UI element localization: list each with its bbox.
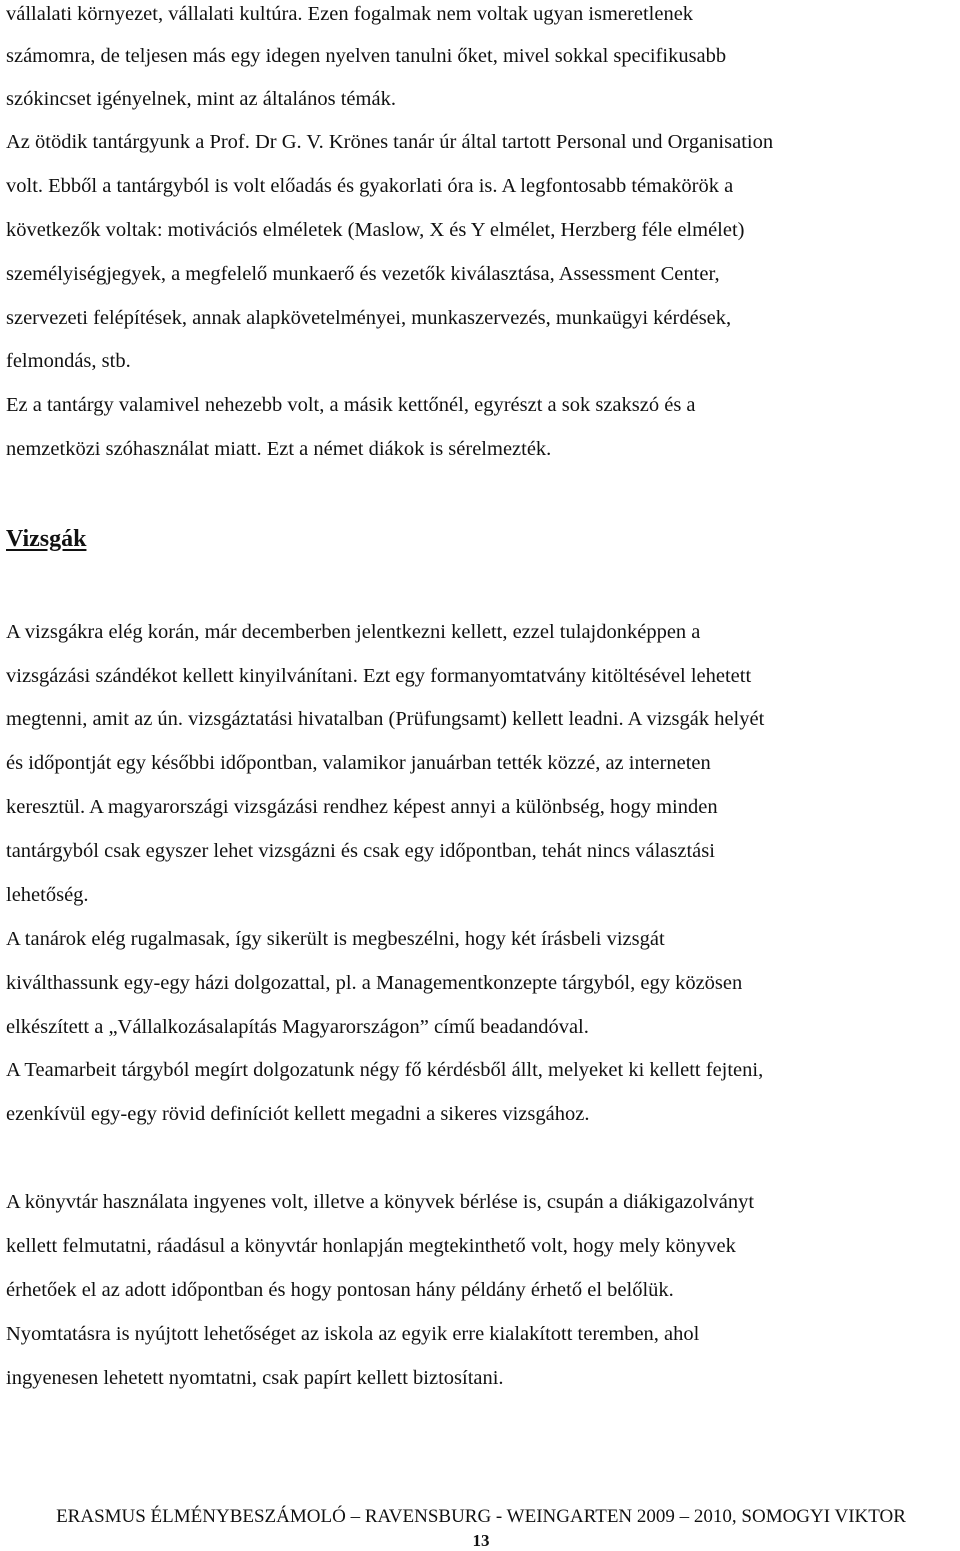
text-line: kellett felmutatni, ráadásul a könyvtár honlapján megtekinthető volt, hogy mely könyvek — [6, 1235, 736, 1257]
text-line: A Teamarbeit tárgyból megírt dolgozatunk négy fő kérdésből állt, melyeket ki kellett fejteni, — [6, 1059, 764, 1081]
text-line: személyiségjegyek, a megfelelő munkaerő és vezetők kiválasztása, Assessment Center, — [6, 263, 720, 285]
text-line: A könyvtár használata ingyenes volt, illetve a könyvek bérlése is, csupán a diákigazolványt — [6, 1191, 755, 1213]
text-line: megtenni, amit az ún. vizsgáztatási hivatalban (Prüfungsamt) kellett leadni. A vizsgák helyét — [6, 708, 765, 730]
page-footer: ERASMUS ÉLMÉNYBESZÁMOLÓ – RAVENSBURG - WEINGARTEN 2009 – 2010, SOMOGYI VIKTOR — [56, 1506, 906, 1527]
text-line: elkészített a „Vállalkozásalapítás Magyarországon” című beadandóval. — [6, 1016, 589, 1038]
text-line: Ez a tantárgy valamivel nehezebb volt, a másik kettőnél, egyrészt a sok szakszó és a — [6, 394, 696, 416]
text-line: számomra, de teljesen más egy idegen nyelven tanulni őket, mivel sokkal specifikusabb — [6, 45, 727, 67]
text-line: felmondás, stb. — [6, 350, 131, 372]
text-line: tantárgyból csak egyszer lehet vizsgázni és csak egy időpontban, tehát nincs választási — [6, 840, 715, 862]
text-line: kiválthassunk egy-egy házi dolgozattal, pl. a Managementkonzepte tárgyból, egy közösen — [6, 972, 743, 994]
text-line: lehetőség. — [6, 884, 89, 906]
text-line: Nyomtatásra is nyújtott lehetőséget az iskola az egyik erre kialakított teremben, ahol — [6, 1323, 700, 1345]
text-line: A tanárok elég rugalmasak, így sikerült is megbeszélni, hogy két írásbeli vizsgát — [6, 928, 665, 950]
text-line: A vizsgákra elég korán, már decemberben jelentkezni kellett, ezzel tulajdonképpen a — [6, 621, 701, 643]
text-line: ezenkívül egy-egy rövid definíciót kellett megadni a sikeres vizsgához. — [6, 1103, 590, 1125]
text-line: és időpontját egy későbbi időpontban, valamikor januárban tették közzé, az interneten — [6, 752, 711, 774]
text-line: nemzetközi szóhasználat miatt. Ezt a német diákok is sérelmezték. — [6, 438, 552, 460]
section-heading-vizsgak: Vizsgák — [6, 526, 87, 552]
text-line: vállalati környezet, vállalati kultúra. Ezen fogalmak nem voltak ugyan ismeretlenek — [6, 3, 694, 25]
text-line: szókincset igényelnek, mint az általános témák. — [6, 88, 396, 110]
text-line: ingyenesen lehetett nyomtatni, csak papírt kellett biztosítani. — [6, 1367, 504, 1389]
page-number: 13 — [472, 1531, 490, 1550]
text-line: keresztül. A magyarországi vizsgázási rendhez képest annyi a különbség, hogy minden — [6, 796, 718, 818]
text-line: érhetőek el az adott időpontban és hogy pontosan hány példány érhető el belőlük. — [6, 1279, 674, 1301]
text-line: következők voltak: motivációs elméletek (Maslow, X és Y elmélet, Herzberg féle elmélet) — [6, 219, 745, 241]
text-line: szervezeti felépítések, annak alapkövetelményei, munkaszervezés, munkaügyi kérdések, — [6, 307, 732, 329]
text-line: vizsgázási szándékot kellett kinyilvánítani. Ezt egy formanyomtatvány kitöltésével lehetett — [6, 665, 752, 687]
text-line: Az ötödik tantárgyunk a Prof. Dr G. V. Krönes tanár úr által tartott Personal und Organisation — [6, 131, 774, 153]
text-line: volt. Ebből a tantárgyból is volt előadás és gyakorlati óra is. A legfontosabb témakörök a — [6, 175, 734, 197]
